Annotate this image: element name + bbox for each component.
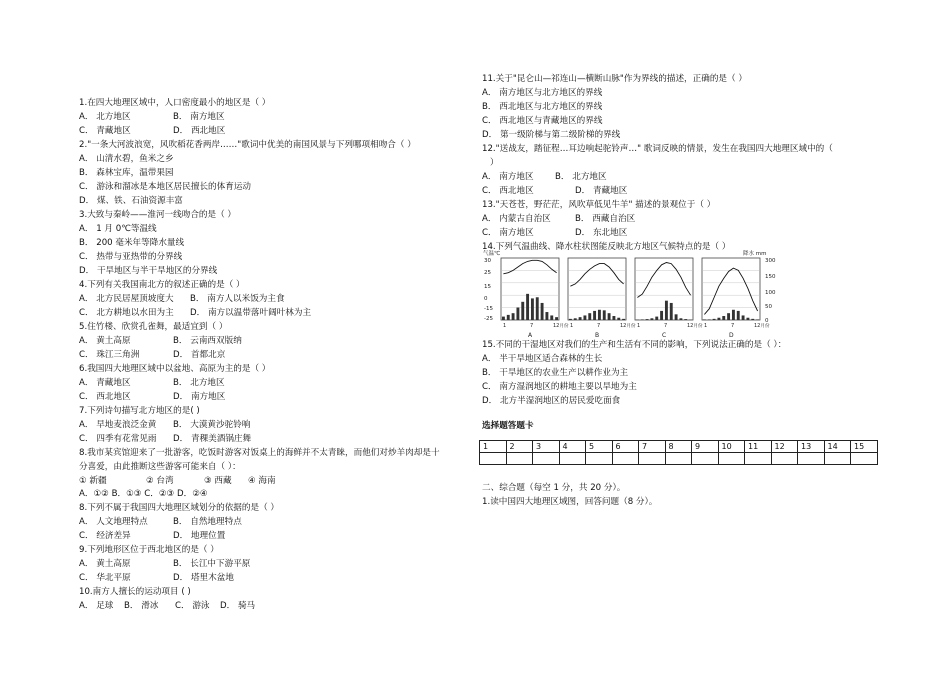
question-line: B． 北方地区 [555, 172, 607, 182]
precip-bar [526, 294, 529, 320]
precip-bar [742, 315, 745, 320]
question-line: A． 早地麦浪泛金黄 [79, 420, 157, 430]
answer-card-table [479, 440, 878, 465]
answer-card-blank[interactable] [745, 453, 772, 465]
question-line: C． 北方耕地以水田为主 [79, 308, 174, 318]
question-line: C． 游泳 [175, 601, 210, 611]
x-unit: 月份 [626, 324, 636, 329]
question-line: A． 内蒙古自治区 [482, 214, 551, 224]
answer-card-blank[interactable] [480, 453, 507, 465]
answer-card-number: 2 [506, 441, 533, 453]
question-line: C． 西北地区与青藏地区的界线 [482, 116, 603, 126]
precip-bar [574, 318, 577, 320]
question-line: D． 首都北京 [173, 350, 226, 360]
question-line: C． 热带与亚热带的分界线 [79, 252, 183, 262]
question-line: D． 北方半湿润地区的居民爱吃面食 [482, 396, 621, 406]
question-line: C． 游泳和溜冰是本地区居民擅长的体育运动 [79, 182, 252, 192]
question-line: D． 南方地区 [173, 392, 226, 402]
question-line: D． 南方以温带落叶阔叶林为主 [190, 308, 312, 318]
precip-bar [727, 313, 730, 320]
precip-bar [612, 316, 615, 320]
chart-panel [568, 258, 626, 320]
precip-bar [646, 319, 649, 320]
y-left-tick: -25 [484, 316, 493, 322]
precip-bar [670, 303, 673, 320]
x-tick: 12 [620, 323, 627, 329]
precip-bar [684, 319, 687, 320]
y-right-tick: 100 [765, 290, 776, 296]
question-line: C． 南方湿润地区的耕地主要以旱地为主 [482, 382, 637, 392]
precip-bar [608, 313, 611, 320]
question-line: B． 自然地理特点 [173, 517, 242, 527]
x-unit: 月份 [760, 324, 770, 329]
precip-bar [650, 318, 653, 320]
x-tick: 1 [637, 323, 641, 329]
answer-card-number: 15 [851, 441, 878, 453]
question-line: B． 干旱地区的农业生产以耕作业为主 [482, 368, 629, 378]
precip-bar [516, 307, 519, 320]
question-line: C． 四季有花常见雨 [79, 434, 157, 444]
question-line: B． 南方人以米饭为主食 [190, 294, 285, 304]
x-tick: 12 [687, 323, 694, 329]
question-line: 12."送战友，踏征程…耳边响起驼铃声…" 歌词反映的情景，发生在我国四大地理区域中的（ [482, 144, 833, 154]
climate-charts [481, 248, 781, 340]
question-line: D． 地理位置 [173, 531, 226, 541]
question-line: D． 东北地区 [575, 228, 628, 238]
question-line: 7.下列诗句描写北方地区的是( ) [79, 406, 200, 416]
question-line: 1.读中国四大地理区域图，回答问题（8 分）。 [482, 497, 658, 507]
question-line: B． 南方地区 [173, 112, 225, 122]
question-line: 二、综合题（每空 1 分，共 20 分）。 [482, 483, 626, 493]
x-unit: 月份 [693, 324, 703, 329]
answer-card-number: 7 [639, 441, 666, 453]
question-line: A． 黄土高原 [79, 559, 131, 569]
y-left-tick: 30 [484, 258, 491, 264]
answer-card-number: 12 [771, 441, 798, 453]
question-line: A． 山清水碧，鱼米之乡 [79, 154, 174, 164]
precip-bar [703, 319, 706, 320]
precip-bar [550, 315, 553, 320]
question-line: D． 第一级阶梯与第二级阶梯的界线 [482, 130, 621, 140]
question-line: C． 西北地区 [79, 392, 131, 402]
answer-card-blank[interactable] [506, 453, 533, 465]
precip-bar [593, 311, 596, 320]
answer-card-blank[interactable] [692, 453, 719, 465]
panel-label: B [595, 332, 600, 339]
x-tick: 7 [530, 323, 534, 329]
answer-card-number: 14 [824, 441, 851, 453]
answer-card-number: 8 [665, 441, 692, 453]
x-tick: 12 [754, 323, 761, 329]
question-line: 13."天苍苍，野茫茫，风吹草低见牛羊" 描述的景观位于（ ） [482, 200, 716, 210]
question-line: B． 滑冰 [124, 601, 159, 611]
question-line: A． 青藏地区 [79, 378, 131, 388]
question-line: A． 黄土高原 [79, 336, 131, 346]
y-left-label: 气温℃ [483, 251, 501, 257]
precip-bar [679, 318, 682, 320]
precip-bar [660, 311, 663, 320]
question-line: 选择题答题卡 [482, 421, 534, 431]
question-line: 3.大致与秦岭——淮河一线吻合的是（ ） [79, 210, 237, 220]
answer-card-number: 4 [559, 441, 586, 453]
precip-bar [641, 319, 644, 320]
precip-bar [512, 313, 515, 320]
question-line: 5.住竹楼、欣赏孔雀舞，最适宜到（ ） [79, 322, 228, 332]
precip-bar [722, 316, 725, 320]
answer-card-blank[interactable] [824, 453, 851, 465]
question-line: 1.在四大地理区域中，人口密度最小的地区是（ ） [79, 98, 271, 108]
question-line: C． 经济差异 [79, 531, 131, 541]
answer-card-number: 3 [533, 441, 560, 453]
question-line: 8.我市某宾馆迎来了一批游客，吃饭时游客对饭桌上的海鲜并不太青睐，而他们对炒羊肉却是十 [79, 448, 440, 458]
answer-card-number: 5 [586, 441, 613, 453]
precip-bar [732, 310, 735, 320]
question-line: A． 南方地区与北方地区的界线 [482, 88, 603, 98]
answer-card-blank[interactable] [586, 453, 613, 465]
question-line: B． 云南西双版纳 [173, 336, 242, 346]
question-line: B． 长江中下游平原 [173, 559, 251, 569]
answer-card-blank[interactable] [533, 453, 560, 465]
question-line: A． 北方地区 [79, 112, 131, 122]
precip-bar [598, 310, 601, 320]
question-line: D． 青稞美酒锅庄舞 [173, 434, 252, 444]
question-line: C． 珠江三角洲 [79, 350, 140, 360]
y-right-tick: 50 [765, 304, 772, 310]
precip-bar [756, 319, 759, 320]
precip-bar [617, 318, 620, 320]
question-line: B． 200 毫米年等降水量线 [79, 238, 185, 248]
question-line: 2."一条大河波浪宽，风吹稻花香两岸……"歌词中优美的南国风景与下列哪项相吻合（ ） [79, 140, 416, 150]
precip-bar [655, 317, 658, 320]
question-line: A． 足球 [79, 601, 114, 611]
question-line: 14.下列气温曲线、降水柱状图能反映北方地区气候特点的是（ ） [482, 242, 731, 252]
precip-bar [536, 297, 539, 320]
precip-bar [746, 318, 749, 320]
question-line: ② 台湾 [146, 476, 174, 486]
chart-panel [635, 258, 693, 320]
precip-bar [502, 317, 505, 320]
y-left-tick: -15 [484, 306, 493, 312]
precip-bar [603, 310, 606, 320]
question-line: A． 半干旱地区适合森林的生长 [482, 354, 603, 364]
answer-card-number: 9 [692, 441, 719, 453]
answer-card-blank[interactable] [665, 453, 692, 465]
answer-card-number: 11 [745, 441, 772, 453]
question-line: A． 1 月 0℃等温线 [79, 224, 157, 234]
question-line: A． 南方地区 [482, 172, 534, 182]
precip-bar [569, 319, 572, 320]
answer-card-number: 13 [798, 441, 825, 453]
question-line: C． 南方地区 [482, 228, 534, 238]
question-line: B． 北方地区 [173, 378, 225, 388]
answer-card-blank[interactable] [718, 453, 745, 465]
question-line: ① 新疆 [79, 476, 107, 486]
x-tick: 1 [570, 323, 574, 329]
question-line: ） [490, 158, 499, 168]
question-line: 6.我国四大地理区域中以盆地、高原为主的是（ ） [79, 364, 271, 374]
x-tick: 1 [503, 323, 507, 329]
precip-bar [555, 317, 558, 320]
question-line: A． 人文地理特点 [79, 517, 148, 527]
x-tick: 1 [704, 323, 708, 329]
y-left-tick: 15 [484, 284, 491, 290]
precip-bar [545, 312, 548, 320]
precip-bar [713, 319, 716, 320]
question-line: 15.不同的干湿地区对我们的生产和生活有不同的影响，下列说法正确的是（ ）： [482, 340, 787, 350]
answer-card-blank[interactable] [559, 453, 586, 465]
answer-card-blank[interactable] [771, 453, 798, 465]
question-line: ③ 西藏 [204, 476, 232, 486]
question-line: 4.下列有关我国南北方的叙述正确的是（ ） [79, 280, 245, 290]
question-line: D． 青藏地区 [575, 186, 628, 196]
question-line: B． 森林宝库，温带果园 [79, 168, 174, 178]
question-line: C． 西北地区 [482, 186, 534, 196]
precip-bar [541, 303, 544, 320]
panel-label: D [729, 332, 734, 339]
question-line: D． 塔里木盆地 [173, 573, 234, 583]
question-line: A．①② B．①③ C．②③ D．②④ [79, 489, 208, 499]
question-line: B． 西藏自治区 [575, 214, 636, 224]
precip-bar [665, 301, 668, 320]
x-tick: 12 [553, 323, 560, 329]
x-tick: 7 [664, 323, 668, 329]
question-line: 11.关于"昆仑山—祁连山—横断山脉"作为界线的描述，正确的是（ ） [482, 74, 747, 84]
question-line: D． 煤、铁、石油资源丰富 [79, 196, 183, 206]
question-line: B． 大漠黄沙驼铃响 [173, 420, 251, 430]
question-line: A． 北方民居屋顶坡度大 [79, 294, 174, 304]
question-line: ④ 海南 [248, 476, 276, 486]
question-line: B． 西北地区与北方地区的界线 [482, 102, 603, 112]
answer-card-number: 1 [480, 441, 507, 453]
y-right-tick: 150 [765, 274, 776, 280]
question-line: 10.南方人擅长的运动项目 ( ) [79, 587, 191, 597]
x-tick: 7 [597, 323, 601, 329]
chart-panel [501, 258, 559, 320]
answer-card-blank[interactable] [639, 453, 666, 465]
answer-card-blank[interactable] [851, 453, 878, 465]
precip-bar [737, 311, 740, 320]
answer-card-blank[interactable] [612, 453, 639, 465]
panel-label: A [528, 332, 533, 339]
question-line: D． 骑马 [220, 601, 256, 611]
precip-bar [588, 313, 591, 320]
y-left-tick: 0 [484, 296, 488, 302]
precip-bar [579, 317, 582, 320]
precip-bar [622, 319, 625, 320]
chart-panel [702, 258, 760, 320]
x-unit: 月份 [559, 324, 569, 329]
y-right-label: 降水 mm [743, 251, 767, 257]
question-line: C． 青藏地区 [79, 126, 131, 136]
precip-bar [531, 298, 534, 320]
question-line: 8.下列不属于我国四大地理区域划分的依据的是（ ） [79, 503, 279, 513]
y-right-tick: 0 [765, 318, 769, 324]
y-left-tick: 25 [484, 270, 491, 276]
precip-bar [583, 315, 586, 320]
panel-label: C [662, 332, 667, 339]
question-line: D． 西北地区 [173, 126, 226, 136]
answer-card-blank[interactable] [798, 453, 825, 465]
question-line: 9.下列地形区位于西北地区的是（ ） [79, 545, 219, 555]
precip-bar [507, 315, 510, 320]
precip-bar [675, 314, 678, 320]
precip-bar [751, 319, 754, 320]
question-line: C． 华北平原 [79, 573, 131, 583]
precip-bar [708, 319, 711, 320]
question-line: D． 干旱地区与半干旱地区的分界线 [79, 266, 218, 276]
question-line: 分喜爱，由此推断这些游客可能来自（ ）： [79, 462, 241, 472]
precip-bar [521, 302, 524, 320]
y-right-tick: 300 [765, 258, 776, 264]
precip-bar [717, 318, 720, 320]
x-tick: 7 [731, 323, 735, 329]
answer-card-number: 10 [718, 441, 745, 453]
answer-card-number: 6 [612, 441, 639, 453]
